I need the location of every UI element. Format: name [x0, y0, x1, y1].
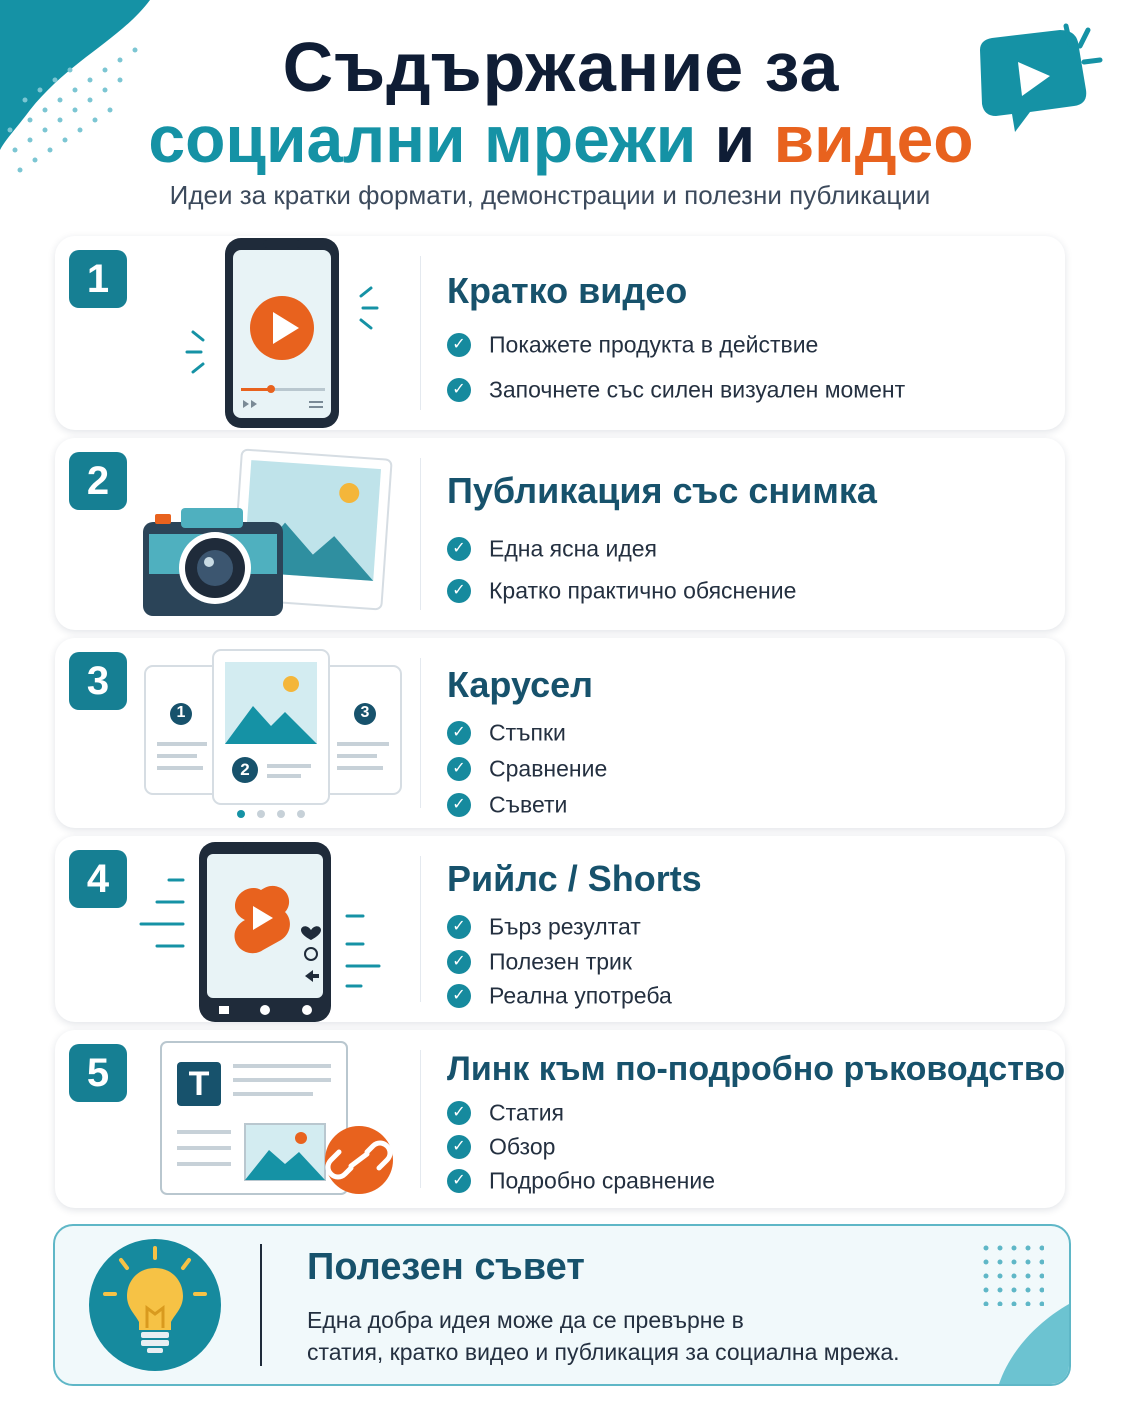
tip-text-line: Една добра идея може да се превърне в — [307, 1307, 744, 1333]
article-link-icon — [155, 1036, 405, 1202]
tip-text-line: статия, кратко видео и публикация за социална мрежа. — [307, 1339, 900, 1365]
title-connector: и — [714, 102, 756, 176]
check-icon: ✓ — [447, 915, 471, 939]
list-item: ✓ Подробно сравнение — [447, 1166, 715, 1194]
tip-divider — [260, 1244, 262, 1366]
lightbulb-icon — [85, 1238, 225, 1372]
card-title: Кратко видео — [447, 270, 688, 311]
card-photo-post — [55, 438, 1065, 630]
page-subtitle: Идеи за кратки формати, демонстрации и полезни публикации — [169, 180, 931, 210]
card-title: Рийлс / Shorts — [447, 858, 702, 899]
title-highlight-video: видео — [773, 102, 974, 176]
card-title: Карусел — [447, 664, 593, 705]
tip-corner-decoration — [999, 1304, 1069, 1384]
dots-decoration — [980, 1242, 1044, 1306]
check-icon: ✓ — [447, 793, 471, 817]
tip-text — [307, 1304, 947, 1368]
check-icon: ✓ — [447, 1101, 471, 1125]
list-item: ✓ Покажете продукта в действие — [447, 330, 818, 358]
slide-number: 2 — [240, 760, 250, 779]
check-icon: ✓ — [447, 721, 471, 745]
camera-photo-icon — [135, 444, 405, 624]
card-title: Линк към по-подробно ръководство — [447, 1050, 1066, 1088]
list-item: ✓ Обзор — [447, 1132, 555, 1160]
card-title: Публикация със снимка — [447, 470, 877, 511]
card-number: 4 — [69, 850, 127, 908]
list-item: ✓ Една ясна идея — [447, 534, 657, 562]
check-icon: ✓ — [447, 950, 471, 974]
check-icon: ✓ — [447, 984, 471, 1008]
card-short-video — [55, 236, 1065, 430]
list-item: ✓ Статия — [447, 1098, 564, 1126]
check-icon: ✓ — [447, 333, 471, 357]
card-guide-link — [55, 1030, 1065, 1208]
list-item: ✓ Съвети — [447, 790, 567, 818]
check-icon: ✓ — [447, 1135, 471, 1159]
card-number: 1 — [69, 250, 127, 308]
check-icon: ✓ — [447, 579, 471, 603]
card-number: 2 — [69, 452, 127, 510]
list-item: ✓ Стъпки — [447, 718, 566, 746]
check-icon: ✓ — [447, 537, 471, 561]
card-reels-shorts — [55, 836, 1065, 1022]
page-title-line2 — [0, 100, 1122, 178]
carousel-slides-icon — [137, 646, 407, 822]
card-number: 5 — [69, 1044, 127, 1102]
list-item: ✓ Реална употреба — [447, 981, 672, 1009]
check-icon: ✓ — [447, 757, 471, 781]
title-highlight-social: социални мрежи — [148, 102, 697, 176]
shorts-phone-icon — [131, 840, 391, 1022]
smartphone-video-icon — [175, 236, 385, 430]
list-item: ✓ Бърз резултат — [447, 912, 641, 940]
tip-box — [53, 1224, 1071, 1386]
tip-title: Полезен съвет — [307, 1246, 585, 1288]
check-icon: ✓ — [447, 378, 471, 402]
slide-number: 1 — [176, 704, 186, 721]
slide-number: 3 — [360, 704, 370, 721]
list-item: ✓ Полезен трик — [447, 947, 632, 975]
list-item: ✓ Започнете със силен визуален момент — [447, 375, 905, 403]
check-icon: ✓ — [447, 1169, 471, 1193]
page-title-line1: Съдържание за — [282, 28, 840, 106]
list-item: ✓ Сравнение — [447, 754, 607, 782]
card-number: 3 — [69, 652, 127, 710]
list-item: ✓ Кратко практично обяснение — [447, 576, 796, 604]
card-carousel — [55, 638, 1065, 828]
doc-letter: T — [188, 1065, 210, 1103]
play-chat-bubble-icon — [960, 20, 1110, 150]
